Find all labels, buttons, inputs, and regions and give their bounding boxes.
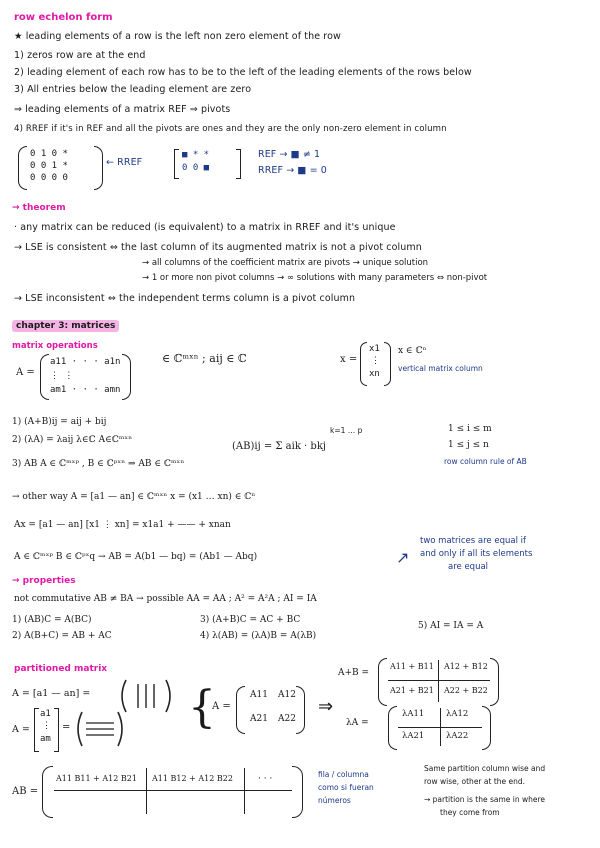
block-matrix-right-bracket	[296, 686, 305, 734]
block-a11: A11	[250, 690, 268, 700]
brace-icon: {	[188, 682, 216, 733]
theorem-line-4: → 1 or more non pivot columns → ∞ solutions with many parameters ⇔ non-pivot	[142, 273, 488, 283]
rref-example-label: ← RREF	[106, 157, 143, 168]
equal-note-2: and only if all its elements	[420, 549, 533, 559]
product-side-note-1: Same partition column wise and	[424, 764, 546, 773]
product-note-1: fila / columna	[318, 770, 369, 779]
sum-divider-v	[438, 660, 439, 702]
scalar-label: λA =	[346, 718, 369, 728]
ref-example-left-bracket	[174, 149, 179, 179]
block-a21: A21	[250, 714, 268, 724]
product-cell-1: A11 B11 + A12 B21	[56, 774, 137, 783]
ref-example-right-bracket	[236, 149, 241, 179]
ref-note-1: REF → ■ ≠ 1	[258, 149, 321, 160]
ref-example-row-1: ■ * *	[182, 150, 210, 160]
equals-sign: =	[62, 722, 71, 733]
block-a22: A22	[278, 714, 296, 724]
vector-x-note: vertical matrix column	[398, 364, 483, 373]
ab-sum-limits: k=1 … p	[330, 426, 363, 435]
sum-22: A22 + B22	[444, 686, 488, 695]
rref-example-row-2: 0 0 1 *	[30, 161, 68, 171]
theorem-title: → theorem	[12, 203, 66, 213]
prop-3: 3) (A+B)C = AC + BC	[200, 615, 301, 625]
scalar-21: λA21	[402, 731, 425, 741]
matrix-operations-title: matrix operations	[12, 341, 98, 351]
product-divider-h	[54, 790, 292, 791]
product-left-bracket	[42, 766, 53, 818]
vector-x-row-2: ⋮	[371, 356, 380, 366]
sum-11: A11 + B11	[390, 662, 434, 671]
product-note-2: como si fueran	[318, 783, 374, 792]
rref-example-row-1: 0 1 0 *	[30, 149, 68, 159]
ref-bullet-4: 3) All entries below the leading element are zero	[14, 84, 252, 95]
row-partition-sketch	[74, 710, 126, 748]
product-divider-2	[244, 768, 245, 814]
other-way-line: → other way A = [a1 — an] ∈ ℂᵐˣⁿ x = (x1 … xn) ∈ ℂⁿ	[12, 492, 256, 502]
vector-x-label: x =	[340, 354, 358, 365]
not-commutative-line: not commutative AB ≠ BA → possible AA = AA ; A² = A²A ; AI = IA	[14, 594, 317, 604]
product-side-note-2: row wise, other at the end.	[424, 777, 526, 786]
prop-2: 2) A(B+C) = AB + AC	[12, 631, 112, 641]
matrix-a-set: ∈ ℂᵐˣⁿ ; aij ∈ ℂ	[162, 352, 247, 365]
rref-example-right-bracket	[94, 146, 103, 190]
equal-note-3: are equal	[448, 562, 489, 572]
product-cell-2: A11 B12 + A12 B22	[152, 774, 233, 783]
product-side-note-4: they come from	[440, 808, 500, 817]
rows-vector-right-bracket	[54, 708, 59, 752]
prop-4: 4) λ(AB) = (λA)B = A(λB)	[200, 631, 317, 641]
product-right-bracket	[292, 766, 303, 818]
block-matrix-label: A =	[212, 701, 231, 712]
theorem-line-5: → LSE inconsistent ⇔ the independent terms column is a pivot column	[14, 293, 356, 304]
vector-x-set: x ∈ ℂⁿ	[398, 346, 427, 356]
product-divider-1	[146, 768, 147, 814]
ref-bullet-1: ★ leading elements of a row is the left non zero element of the row	[14, 31, 341, 42]
ab-columns-line: A ∈ ℂᵐˣᵖ B ∈ ℂᵖˣq → AB = A(b1 — bq) = (Ab1 — Abq)	[14, 552, 258, 562]
sum-label: A+B =	[338, 668, 370, 678]
chapter-title: chapter 3: matrices	[12, 320, 119, 332]
product-note-3: números	[318, 796, 351, 805]
rows-vector-1: a1	[40, 709, 51, 719]
rref-example-left-bracket	[18, 146, 27, 190]
scalar-22: λA22	[446, 731, 469, 741]
vector-x-row-3: xn	[369, 369, 380, 379]
scalar-12: λA12	[446, 709, 469, 719]
scalar-11: λA11	[402, 709, 425, 719]
ref-bullet-3: 2) leading element of each row has to be to the left of the leading elements of the rows below	[14, 67, 472, 78]
sum-right-bracket	[490, 658, 499, 706]
vector-x-right-bracket	[384, 342, 391, 386]
theorem-line-1: · any matrix can be reduced (is equivalent) to a matrix in RREF and it's unique	[14, 222, 396, 233]
column-partition-sketch	[118, 678, 174, 714]
ref-example-row-2: 0 0 ■	[182, 163, 210, 173]
ab-formula: (AB)ij = Σ aik · bkj	[232, 441, 326, 452]
vector-x-row-1: x1	[369, 344, 380, 354]
theorem-line-2: → LSE is consistent ⇔ the last column of its augmented matrix is not a pivot column	[14, 242, 422, 253]
ax-line: Ax = [a1 — an] [x1 ⋮ xn] = x1a1 + —— + xnan	[14, 520, 231, 530]
ref-bullet-6: 4) RREF if it's in REF and all the pivots are ones and they are the only non-zero element in column	[14, 124, 447, 134]
product-cell-3: · · ·	[258, 774, 273, 784]
scalar-left-bracket	[388, 706, 397, 750]
rref-example-row-3: 0 0 0 0	[30, 173, 68, 183]
partition-columns: A = [a1 — an] =	[12, 688, 91, 699]
prop-1: 1) (AB)C = A(BC)	[12, 615, 92, 625]
scalar-right-bracket	[482, 706, 491, 750]
equal-note-1: two matrices are equal if	[420, 536, 526, 546]
block-matrix-left-bracket	[236, 686, 245, 734]
rows-vector-2: ⋮	[42, 721, 51, 731]
scalar-divider-h	[398, 727, 482, 728]
ab-row-column-note: row column rule of AB	[444, 457, 527, 466]
op-sum: 1) (A+B)ij = aij + bij	[12, 417, 107, 427]
ab-index-i: 1 ≤ i ≤ m	[448, 424, 492, 434]
product-side-note-3: → partition is the same in where	[424, 795, 546, 804]
matrix-a-row-2: ⋮ ⋮	[50, 371, 74, 381]
ref-section-title: row echelon form	[14, 12, 113, 23]
ref-bullet-2: 1) zeros row are at the end	[14, 50, 146, 61]
op-scalar: 2) (λA) = λaij λ∈ℂ A∈ℂᵐˣⁿ	[12, 435, 133, 445]
matrix-a-row-1: a11 · · · a1n	[50, 357, 121, 367]
properties-title: → properties	[12, 576, 76, 586]
partition-rows-label: A =	[12, 724, 30, 735]
ab-index-j: 1 ≤ j ≤ n	[448, 440, 489, 450]
rows-vector-3: am	[40, 734, 51, 744]
rows-vector-left-bracket	[34, 708, 39, 752]
product-label: AB =	[12, 786, 39, 797]
matrix-a-left-bracket	[40, 354, 49, 400]
vector-x-left-bracket	[360, 342, 367, 386]
arrow-icon: ↗	[396, 548, 410, 567]
sum-left-bracket	[378, 658, 387, 706]
ref-bullet-5: ⇒ leading elements of a matrix REF ⇒ pivots	[14, 104, 231, 115]
matrix-a-label: A =	[16, 367, 35, 378]
ref-note-2: RREF → ■ = 0	[258, 165, 327, 176]
sum-divider-h	[388, 680, 490, 681]
matrix-a-row-3: am1 · · · amn	[50, 385, 121, 395]
sum-12: A12 + B12	[444, 662, 488, 671]
prop-5: 5) AI = IA = A	[418, 621, 484, 631]
op-product: 3) AB A ∈ ℂᵐˣᵖ , B ∈ ℂᵖˣⁿ ⇒ AB ∈ ℂᵐˣⁿ	[12, 459, 185, 469]
matrix-a-right-bracket	[122, 354, 131, 400]
theorem-line-3: → all columns of the coefficient matrix are pivots → unique solution	[142, 258, 429, 268]
partitioned-title: partitioned matrix	[14, 664, 108, 674]
block-a12: A12	[278, 690, 296, 700]
implies-arrow: ⇒	[318, 696, 334, 717]
sum-21: A21 + B21	[390, 686, 434, 695]
